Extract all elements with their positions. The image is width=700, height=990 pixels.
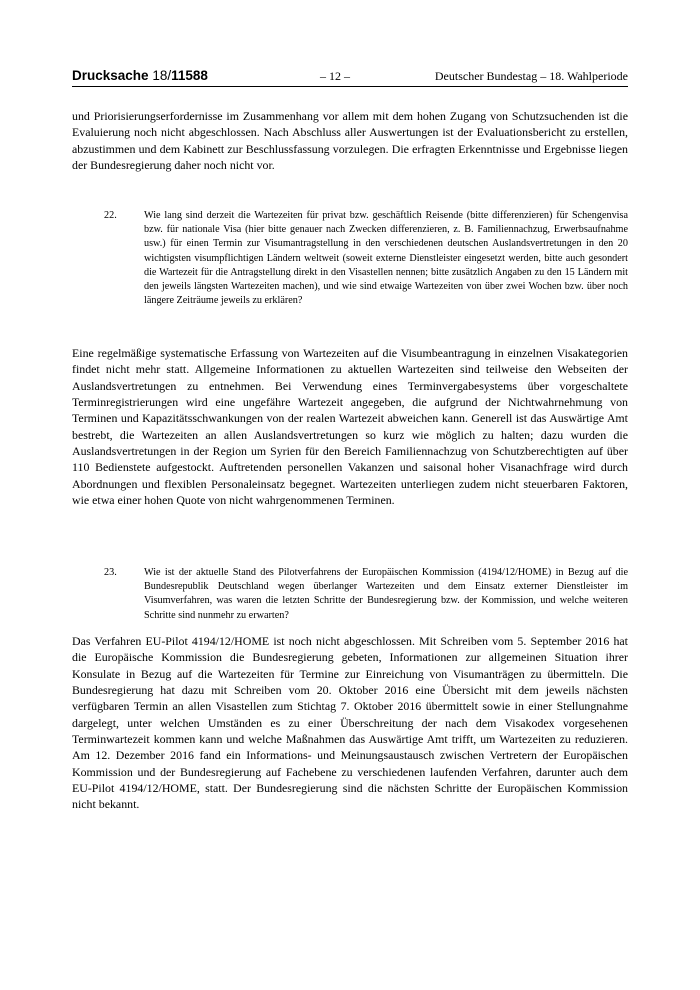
publisher: Deutscher Bundestag – 18. Wahlperiode (434, 69, 628, 83)
page-number: – 12 – (320, 69, 350, 83)
page-header (72, 68, 628, 86)
answer-paragraph-22: Eine regelmäßige systematische Erfassung von Wartezeiten auf die Visumbeantragung in einzelnen Visakategorien findet nicht mehr statt. Allgemeine Informationen zu aktuellen Wartezeiten sind teilweise den Webseiten der Auslandsvertretungen zu entnehmen. Bei Verwendung eines Terminvergabesystems über vorgeschaltete Terminregistrierungen wird eine ungefähre Wartezeit angegeben, die aufgrund der Nichtwahrnehmung von Terminen und Kapazitätsschwankungen von der realen Wartezeit abweichen kann. Generell ist das Auswärtige Amt bestrebt, die Wartezeiten an allen Auslandsvertretungen so kurz wie möglich zu halten; dazu wurden die Auslandsvertretungen in der Region um Syrien für den Bereich Familiennachzug von Schutzberechtigten auf über 110 Bedienstete aufgestockt. Auftretenden personellen Vakanzen und saisonal hoher Visanachfrage wird durch Abordnungen und flexiblen Personaleinsatz begegnet. Wartezeiten unterliegen zudem nicht steuerbaren Faktoren, wie etwa einer hohen Quote von nicht wahrgenommenen Terminen. (72, 346, 628, 508)
question-text-22: Wie lang sind derzeit die Wartezeiten für privat bzw. geschäftlich Reisende (bitte differenzieren) für Schengenvisa bzw. für nationale Visa (hier bitte genauer nach Zwecken differenzieren, z. B. Familiennachzug, Erwerbsaufnahme usw.) für einen Termin zur Visumantragstellung in den verschiedenen deutschen Auslandsvertretungen in den 20 wichtigsten visumpflichtigen Ländern weltweit (soweit externe Dienstleister eingesetzt werden, bitte auch gesondert die Wartezeit für die Antragstellung direkt in den Visastellen nennen; bitte zusätzlich Angaben zu den 15 Ländern mit den jeweils längsten Wartezeiten machen), und wie sind etwaige Wartezeiten von über zwei Wochen bzw. über noch längere Zeiträume jeweils zu erklären? (144, 210, 628, 307)
answer-paragraph-23: Das Verfahren EU-Pilot 4194/12/HOME ist noch nicht abgeschlossen. Mit Schreiben vom 5. September 2016 hat die Europäische Kommission die Bundesregierung gebeten, Informationen zur allgemeinen Situation ihrer Konsulate in Bezug auf die Wartezeiten für Termine zur Einreichung von Visumanträgen zu übermitteln. Die Bundesregierung hat dazu mit Schreiben vom 20. Oktober 2016 eine Übersicht mit dem jeweils nächsten verfügbaren Termin an allen Visastellen zum Stichtag 7. Oktober 2016 übermittelt sowie in einer Stellungnahme dargelegt, unter welchen Umständen es zu einer Überschreitung der nach dem Visakodex vorgesehenen Terminwartezeit kommen kann und welche Maßnahmen das Auswärtige Amt trifft, um Wartezeiten zu reduzieren. Am 12. Dezember 2016 fand ein Informations- und Meinungsaustausch zwischen Vertretern der Europäischen Kommission und der Bundesregierung auf Fachebene zu verschiedenen laufenden Verfahren, darunter auch dem EU-Pilot 4194/12/HOME, statt. Der Bundesregierung sind die nächsten Schritte der Europäischen Kommission nicht bekannt. (72, 634, 628, 812)
question-number-23: 23. (104, 567, 117, 578)
answer-paragraph-continued: und Priorisierungserfordernisse im Zusammenhang vor allem mit dem hohen Zugang von Schutzsuchenden ist die Evaluierung noch nicht abgeschlossen. Nach Abschluss aller Auswertungen ist der Evaluationsbericht zu erstellen, abzustimmen und dem Kabinett zur Beschlussfassung vorzulegen. Die erfragten Erkenntnisse und Ergebnisse liegen der Bundesregierung daher noch nicht vor. (72, 109, 628, 173)
document-number: Drucksache 18/11588 (72, 68, 208, 83)
question-number-22: 22. (104, 210, 117, 221)
question-text-23: Wie ist der aktuelle Stand des Pilotverfahrens der Europäischen Kommission (4194/12/HOME) in Bezug auf die Bundesrepublik Deutschland wegen überlanger Wartezeiten und dem Einsatz externer Dienstleister im Visumverfahren, was waren die letzten Schritte der Bundesregierung bzw. der Kommission, und welche weiteren Schritte sind nunmehr zu erwarten? (144, 567, 628, 621)
header-rule (72, 86, 628, 87)
